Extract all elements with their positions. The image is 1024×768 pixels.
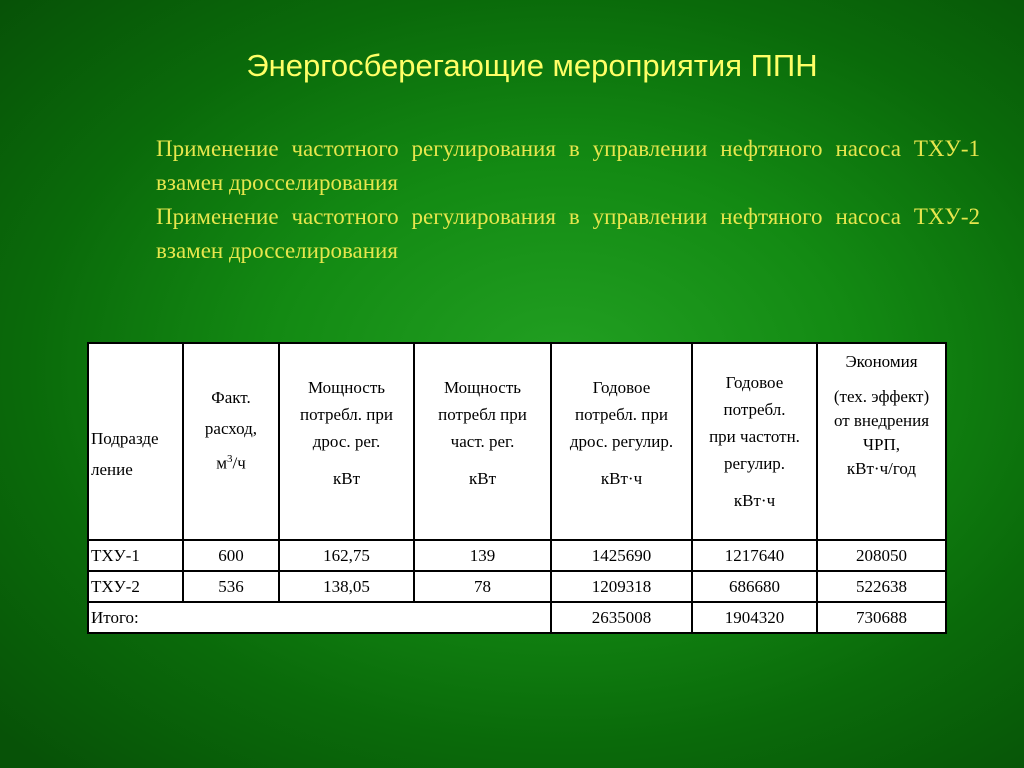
total-label: Итого:: [88, 602, 551, 633]
table-row: [88, 571, 946, 602]
slide-title: Энергосберегающие мероприятия ППН: [246, 48, 818, 83]
cell-power-dros: 162,75: [279, 540, 414, 571]
total-row: [88, 602, 946, 633]
cell-year-dros: 1425690: [551, 540, 692, 571]
header-row: [88, 343, 946, 540]
cell-economy: 522638: [817, 571, 946, 602]
cell-power-freq: 139: [414, 540, 551, 571]
cell-flow: 536: [183, 571, 279, 602]
total-economy: 730688: [817, 602, 946, 633]
energy-table: [87, 342, 947, 634]
header-flow: Факт. расход, $м^3/ч$: [183, 343, 279, 540]
row-label: ТХУ-2: [88, 571, 183, 602]
paragraph-2: Применение частотного регулирования в управлении нефтяного насоса ТХУ-2 взамен дросселирования: [156, 204, 980, 263]
cell-economy: 208050: [817, 540, 946, 571]
cell-year-freq: 686680: [692, 571, 817, 602]
header-year-dros: Годовое потребл. при дрос. регулир. кВт·ч: [551, 343, 692, 540]
row-label: ТХУ-1: [88, 540, 183, 571]
cell-year-freq: 1217640: [692, 540, 817, 571]
table-row: [88, 540, 946, 571]
cell-power-dros: 138,05: [279, 571, 414, 602]
header-year-freq: Годовое потребл. при частотн. регулир. кВт·ч: [692, 343, 817, 540]
header-power-freq: Мощность потребл при част. рег. кВт: [414, 343, 551, 540]
cell-flow: 600: [183, 540, 279, 571]
header-dept: Подразде ление: [88, 343, 183, 540]
total-year-dros: 2635008: [551, 602, 692, 633]
header-power-dros: Мощность потребл. при дрос. рег. кВт: [279, 343, 414, 540]
paragraph-1: Применение частотного регулирования в управлении нефтяного насоса ТХУ-1 взамен дросселирования: [156, 136, 980, 195]
header-economy: Экономия (тех. эффект) от внедрения ЧРП, кВт·ч/год: [817, 343, 946, 540]
cell-power-freq: 78: [414, 571, 551, 602]
cell-year-dros: 1209318: [551, 571, 692, 602]
total-year-freq: 1904320: [692, 602, 817, 633]
